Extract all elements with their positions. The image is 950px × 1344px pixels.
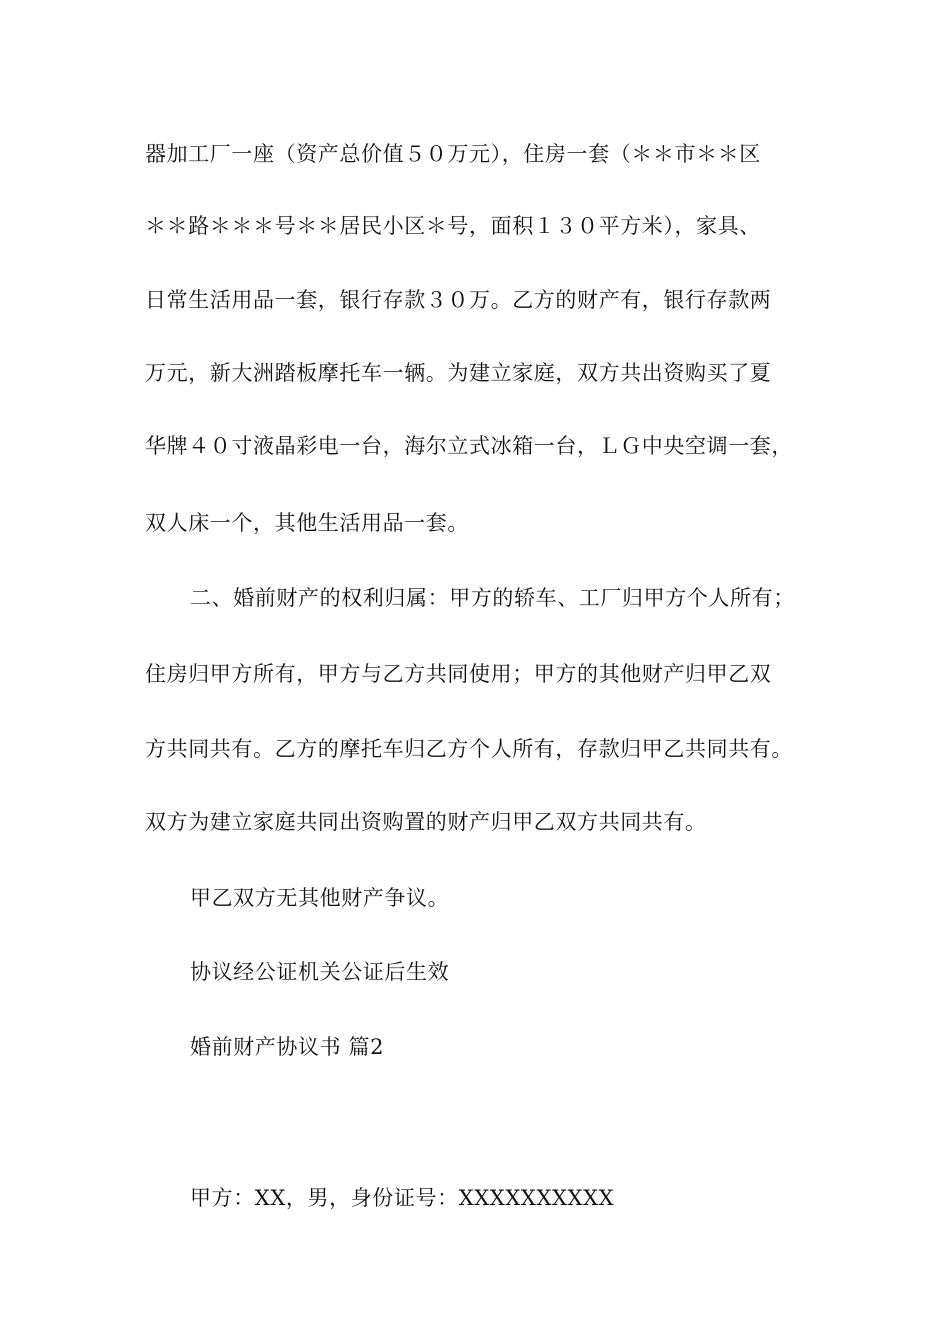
paragraph-line: 双人床一个，其他生活用品一套。: [145, 511, 469, 535]
paragraph-line: 万元，新大洲踏板摩托车一辆。为建立家庭，双方共出资购买了夏: [145, 361, 772, 385]
party-a-line: 甲方：XX，男，身份证号：XXXXXXXXXX: [190, 1186, 615, 1210]
paragraph-line: 日常生活用品一套，银行存款３０万。乙方的财产有，银行存款两: [145, 288, 772, 312]
section-heading-line: 二、婚前财产的权利归属：甲方的轿车、工厂归甲方个人所有；: [190, 586, 795, 610]
paragraph-line: 住房归甲方所有，甲方与乙方共同使用；甲方的其他财产归甲乙双: [145, 662, 772, 686]
paragraph-line: 协议经公证机关公证后生效: [190, 960, 450, 984]
section-title: 婚前财产协议书 篇2: [190, 1035, 385, 1059]
paragraph-line: 双方为建立家庭共同出资购置的财产归甲乙双方共同共有。: [145, 810, 707, 834]
paragraph-line: ＊＊路＊＊＊号＊＊居民小区＊号，面积１３０平方米），家具、: [145, 214, 761, 238]
paragraph-line: 甲乙双方无其他财产争议。: [190, 886, 450, 910]
paragraph-line: 华牌４０寸液晶彩电一台，海尔立式冰箱一台，ＬＧ中央空调一套，: [145, 434, 793, 458]
paragraph-line: 器加工厂一座（资产总价值５０万元），住房一套（＊＊市＊＊区: [145, 142, 761, 166]
paragraph-line: 方共同共有。乙方的摩托车归乙方个人所有，存款归甲乙共同共有。: [145, 737, 793, 761]
